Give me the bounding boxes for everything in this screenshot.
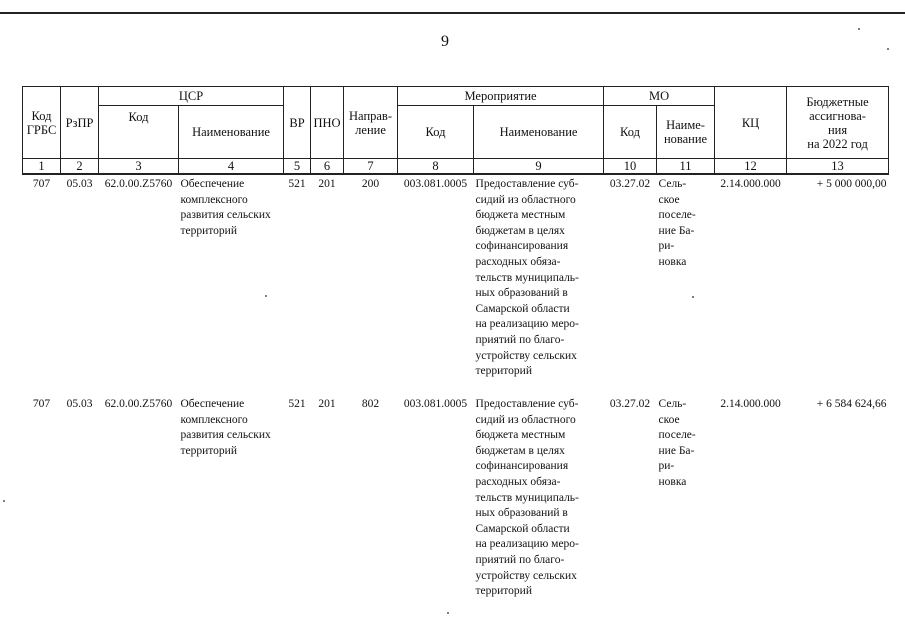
cell-kc: 2.14.000.000 <box>720 398 781 410</box>
col-number: 11 <box>657 159 715 175</box>
cell-pno: 201 <box>318 178 336 190</box>
header-rzpr: РзПР <box>61 87 99 159</box>
cell-vr: 521 <box>288 398 306 410</box>
header-row-group <box>23 87 889 106</box>
cell-napr: 802 <box>361 398 380 410</box>
table-row <box>23 395 889 600</box>
cell-mo-name: Сель- ское поселе- ние Ба- ри- новка <box>658 178 696 268</box>
cell-amount: + 6 584 624,66 <box>816 398 887 410</box>
header-pno: ПНО <box>311 87 344 159</box>
scan-speck <box>858 28 860 30</box>
header-mer-kod: Код <box>398 106 474 159</box>
cell-mo-name: Сель- ское поселе- ние Ба- ри- новка <box>658 398 696 488</box>
cell-mer-kod: 003.081.0005 <box>403 398 468 410</box>
cell-mer-kod: 003.081.0005 <box>403 178 468 190</box>
scan-speck <box>447 612 449 614</box>
cell-csr-name: Обеспечение комплексного развития сельских территорий <box>180 178 271 237</box>
cell-mer-name: Предоставление суб- сидий из областного бюджета местным бюджетам в целях софинансирования расходных обяза- тельств муниципаль- ных образований в Самарской области на реализацию меро- приятий по благо- устройству сельских территорий <box>475 178 579 378</box>
header-csr-name: Наименование <box>179 106 284 159</box>
page-number: 9 <box>441 33 449 50</box>
cell-rzpr: 05.03 <box>66 398 93 410</box>
cell-napr: 200 <box>361 178 380 190</box>
cell-pno: 201 <box>318 398 336 410</box>
cell-amount: + 5 000 000,00 <box>816 178 887 190</box>
table-row <box>23 174 889 395</box>
header-kod-grbs: Код ГРБС <box>23 87 61 159</box>
cell-grbs: 707 <box>32 178 51 190</box>
cell-kc: 2.14.000.000 <box>720 178 781 190</box>
cell-mo-kod: 03.27.02 <box>609 178 651 190</box>
header-napr: Направ- ление <box>344 87 398 159</box>
col-number: 9 <box>474 159 604 175</box>
header-budget: Бюджетные ассигнова- ния на 2022 год <box>787 87 889 159</box>
cell-mer-name: Предоставление суб- сидий из областного бюджета местным бюджетам в целях софинансирования расходных обяза- тельств муниципаль- ных образований в Самарской области на реализацию меро- приятий по благо- устройству сельских территорий <box>475 398 579 598</box>
header-mo-kod: Код <box>604 106 657 159</box>
col-number: 10 <box>604 159 657 175</box>
cell-csr-kod: 62.0.00.Z5760 <box>104 398 173 410</box>
cell-mo-kod: 03.27.02 <box>609 398 651 410</box>
col-number: 13 <box>787 159 889 175</box>
col-number: 4 <box>179 159 284 175</box>
header-csr-group: ЦСР <box>99 87 284 106</box>
cell-csr-name: Обеспечение комплексного развития сельских территорий <box>180 398 271 457</box>
header-csr-kod: Код <box>99 106 179 159</box>
col-number: 2 <box>61 159 99 175</box>
col-number: 3 <box>99 159 179 175</box>
cell-csr-kod: 62.0.00.Z5760 <box>104 178 173 190</box>
col-number: 7 <box>344 159 398 175</box>
header-mo-name: Наиме- нование <box>657 106 715 159</box>
cell-rzpr: 05.03 <box>66 178 93 190</box>
header-meropriyatie-group: Мероприятие <box>398 87 604 106</box>
cell-grbs: 707 <box>32 398 51 410</box>
budget-table <box>22 86 889 600</box>
scan-speck <box>887 48 889 50</box>
col-number: 5 <box>284 159 311 175</box>
col-number: 6 <box>311 159 344 175</box>
header-kc: КЦ <box>715 87 787 159</box>
col-number: 8 <box>398 159 474 175</box>
top-rule <box>0 12 905 14</box>
cell-vr: 521 <box>288 178 306 190</box>
header-mer-name: Наименование <box>474 106 604 159</box>
column-number-row <box>23 159 889 175</box>
header-mo-group: МО <box>604 87 715 106</box>
header-vr: ВР <box>284 87 311 159</box>
col-number: 12 <box>715 159 787 175</box>
scan-speck <box>3 500 5 502</box>
col-number: 1 <box>23 159 61 175</box>
